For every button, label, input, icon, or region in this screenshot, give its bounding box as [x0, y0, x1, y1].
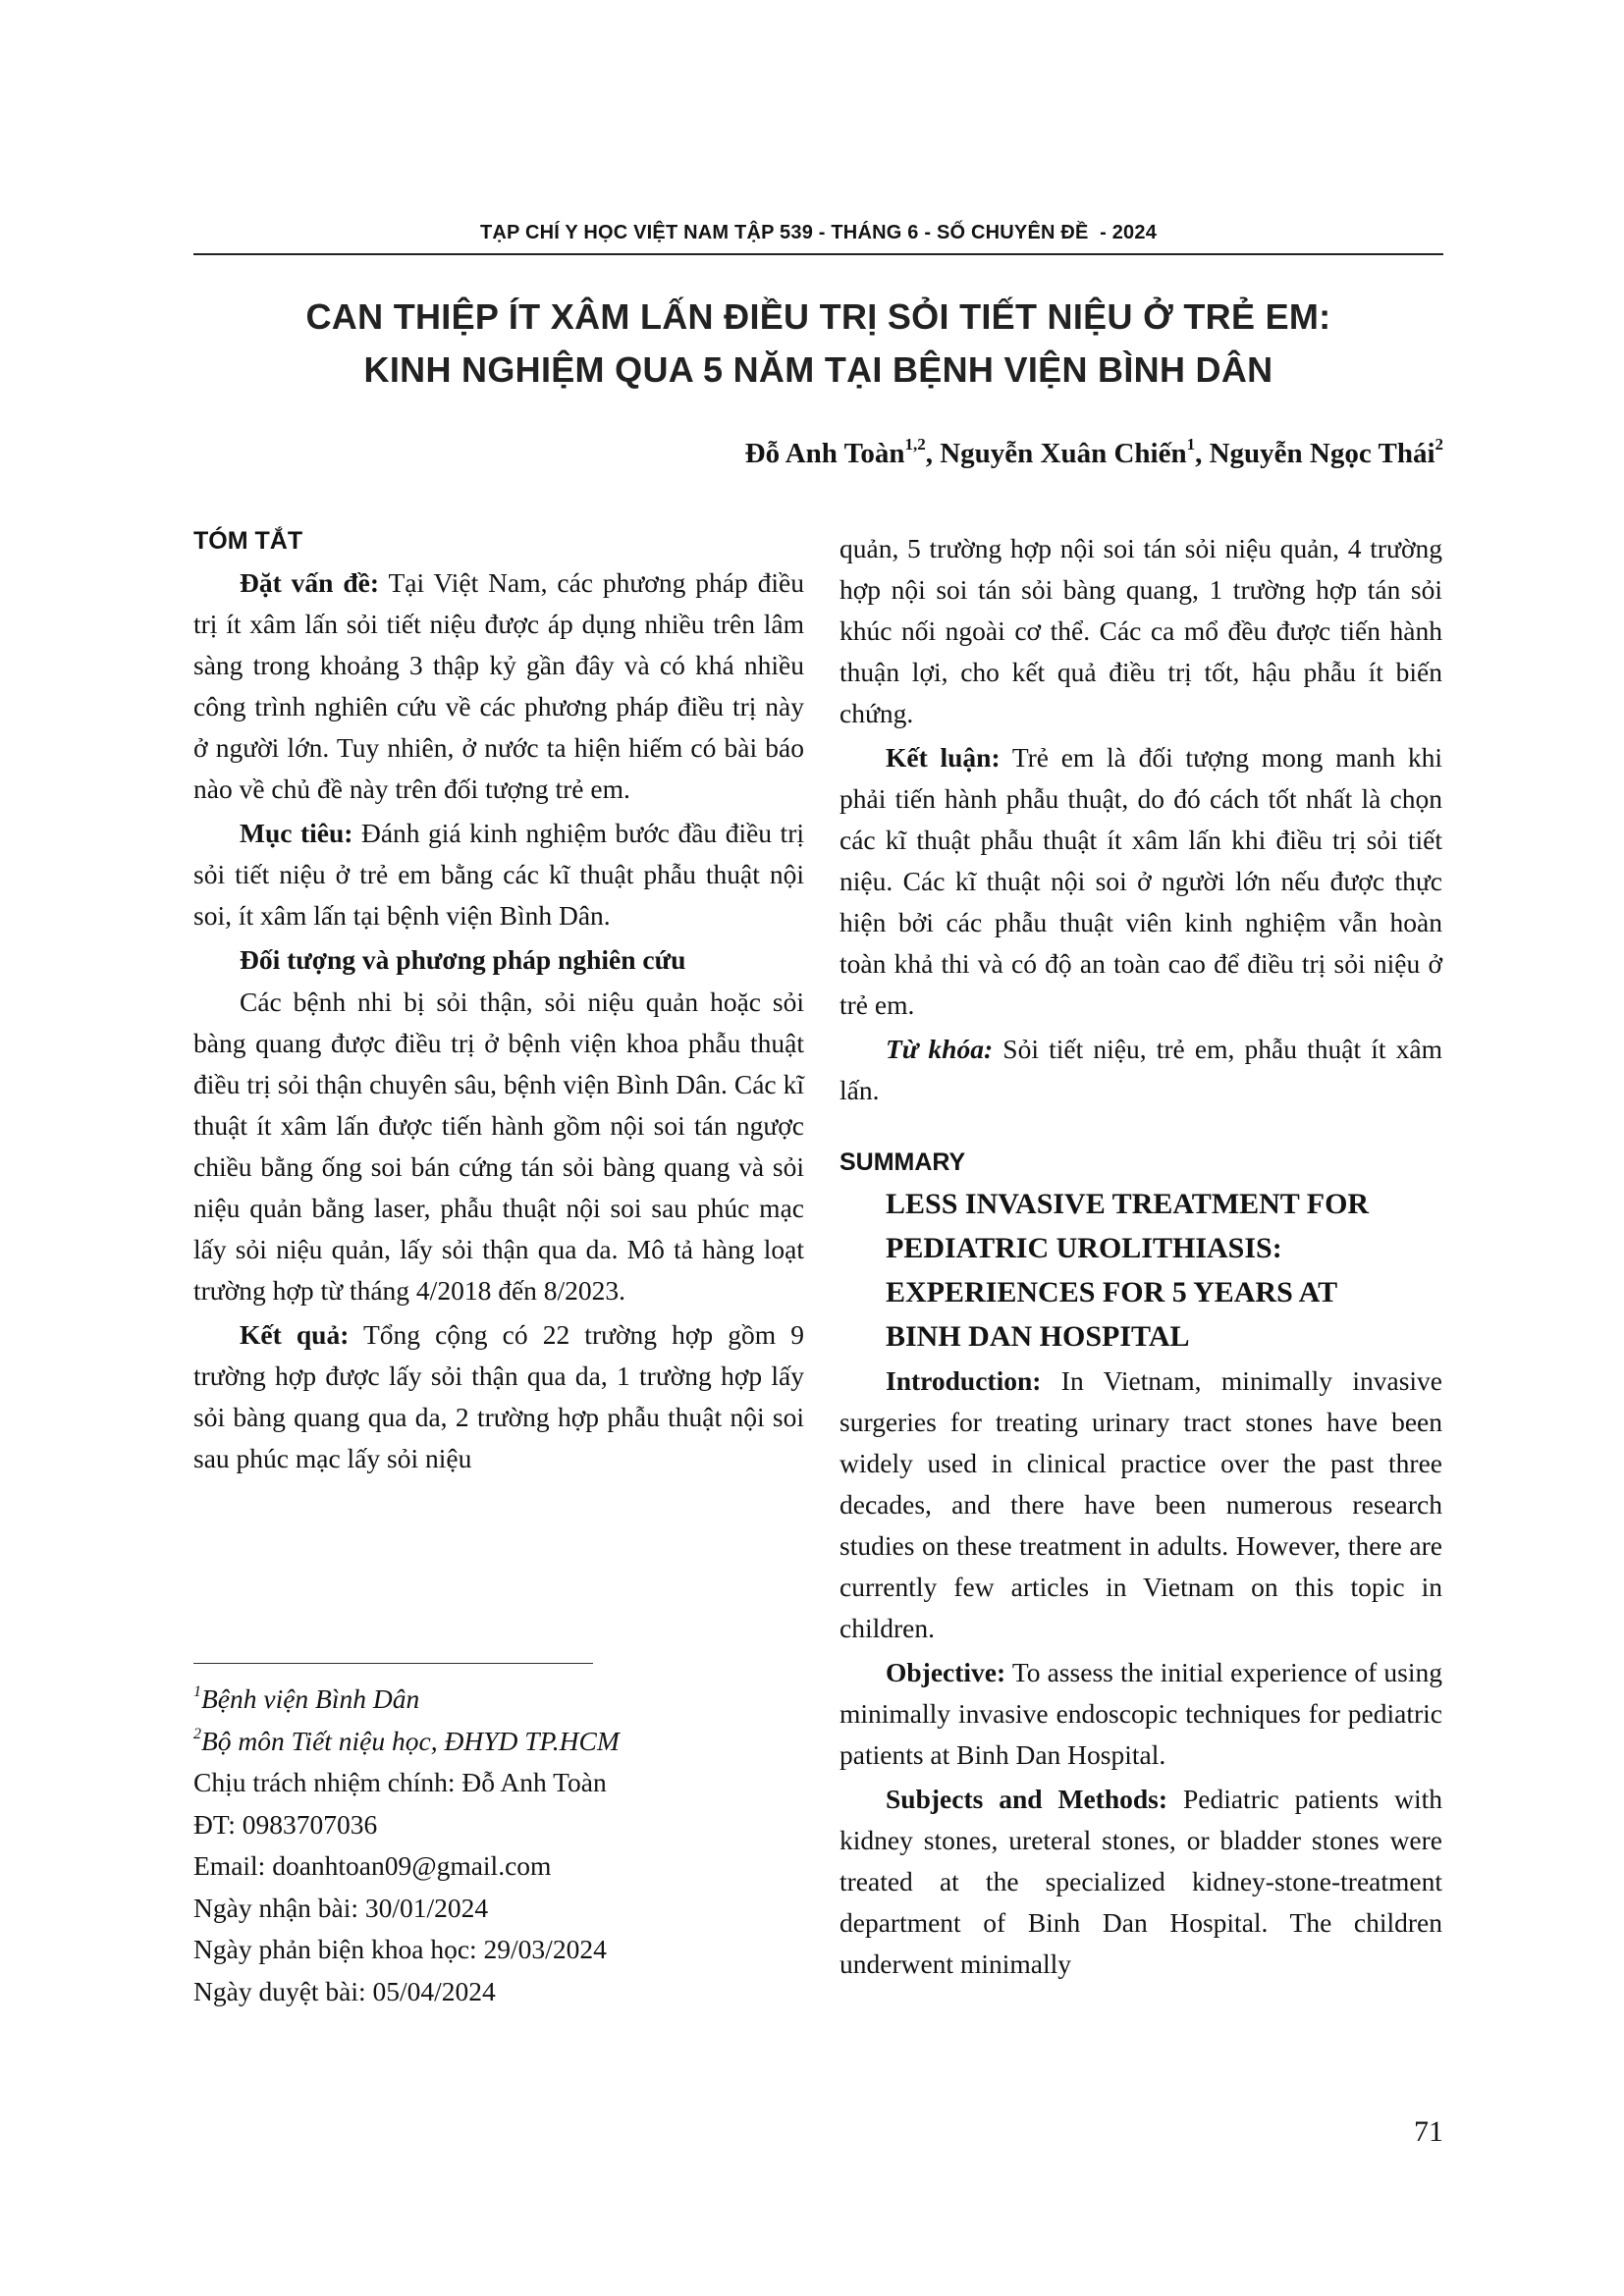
- author-name: Đỗ Anh Toàn: [744, 438, 905, 469]
- background-label: Đặt vấn đề:: [240, 567, 380, 598]
- results-continued: quản, 5 trường hợp nội soi tán sỏi niệu quản, 4 trường hợp nội soi tán sỏi bàng quang, 1 trường hợp tán sỏi khúc nối ngoài cơ thể. Các ca mổ đều được tiến hành thuận lợi, cho kết quả điều trị tốt, hậu phẫu ít biến chứng.: [839, 533, 1442, 728]
- author-list: [744, 435, 1443, 470]
- keywords-text: Sỏi tiết niệu, trẻ em, phẫu thuật ít xâm lấn.: [839, 1034, 1442, 1105]
- header-rule: [193, 253, 1443, 255]
- author-name: Nguyễn Ngọc Thái: [1209, 438, 1435, 469]
- footnotes: [193, 1679, 802, 2012]
- affiliation-text: Bộ môn Tiết niệu học, ĐHYD TP.HCM: [201, 1725, 620, 1756]
- subjects-text: Pediatric patients with kidney stones, ureteral stones, or bladder stones were treated at the specialized kidney-stone-treatment department of Binh Dan Hospital. The children underwent minimally: [839, 1784, 1442, 1979]
- affiliation-1: [193, 1679, 802, 1721]
- title-line-1: CAN THIỆP ÍT XÂM LẤN ĐIỀU TRỊ SỎI TIẾT NIỆU Ở TRẺ EM:: [305, 296, 1331, 337]
- methods-paragraph: Các bệnh nhi bị sỏi thận, sỏi niệu quản hoặc sỏi bàng quang được điều trị ở bệnh viện khoa phẫu thuật điều trị sỏi thận chuyên sâu, bệnh viện Bình Dân. Các kĩ thuật ít xâm lấn được tiến hành gồm nội soi tán ngược chiều bằng ống soi bán cứng tán sỏi bàng quang và sỏi niệu quản bằng laser, phẫu thuật nội soi sau phúc mạc lấy sỏi niệu quản, lấy sỏi thận qua da. Mô tả hàng loạt trường hợp từ tháng 4/2018 đến 8/2023.: [193, 987, 804, 1306]
- results-label: Kết quả:: [240, 1319, 350, 1350]
- background-paragraph: [193, 562, 804, 810]
- right-column: [839, 528, 1442, 1988]
- title-line-2: KINH NGHIỆM QUA 5 NĂM TẠI BỆNH VIỆN BÌNH DÂN: [363, 349, 1273, 390]
- subjects-paragraph: [839, 1779, 1442, 1985]
- english-title-line: BINH DAN HOSPITAL: [886, 1320, 1190, 1353]
- author-affiliation: 1,2: [904, 435, 926, 454]
- accepted-date: Ngày duyệt bài: 05/04/2024: [193, 1975, 496, 2006]
- abstract-vi-heading: TÓM TẮT: [193, 527, 303, 555]
- conclusion-text: Trẻ em là đối tượng mong manh khi phải tiến hành phẫu thuật, do đó cách tốt nhất là chọn các kĩ thuật phẫu thuật ít xâm lấn khi điều trị sỏi tiết niệu. Các kĩ thuật nội soi ở người lớn nếu được thực hiện bởi các phẫu thuật viên kinh nghiệm vẫn hoàn toàn khả thi và có độ an toàn cao để điều trị sỏi niệu ở trẻ em.: [839, 742, 1443, 1020]
- affiliation-text: Bệnh viện Bình Dân: [201, 1683, 420, 1714]
- objective-en-paragraph: [839, 1652, 1442, 1776]
- received-date: Ngày nhận bài: 30/01/2024: [193, 1892, 489, 1923]
- english-title-line: EXPERIENCES FOR 5 YEARS AT: [886, 1276, 1338, 1308]
- objective-label: Mục tiêu:: [240, 818, 353, 848]
- phone: ĐT: 0983707036: [193, 1808, 378, 1840]
- affiliation-number: 2: [193, 1725, 201, 1742]
- objective-en-text: To assess the initial experience of using minimally invasive endoscopic techniques for pediatric patients at Binh Dan Hospital.: [839, 1657, 1442, 1770]
- introduction-paragraph: [839, 1361, 1442, 1649]
- affiliation-2: [193, 1721, 802, 1763]
- author-separator: ,: [925, 438, 941, 469]
- results-text: Tổng cộng có 22 trường hợp gồm 9 trường hợp được lấy sỏi thận qua da, 1 trường hợp lấy sỏi bàng quang qua da, 2 trường hợp phẫu thuật nội soi sau phúc mạc lấy sỏi niệu: [193, 1319, 805, 1473]
- journal-header: TẠP CHÍ Y HỌC VIỆT NAM TẬP 539 - THÁNG 6 - SỐ CHUYÊN ĐỀ - 2024: [479, 222, 1158, 243]
- conclusion-label: Kết luận:: [886, 742, 1001, 773]
- results-paragraph: [193, 1314, 804, 1479]
- english-title: [839, 1184, 1442, 1358]
- review-date: Ngày phản biện khoa học: 29/03/2024: [193, 1934, 607, 1964]
- email: Email: doanhtoan09@gmail.com: [193, 1850, 552, 1881]
- english-title-line: PEDIATRIC UROLITHIASIS:: [886, 1232, 1282, 1264]
- affiliation-number: 1: [193, 1683, 201, 1700]
- author-affiliation: 2: [1435, 435, 1443, 454]
- objective-text: Đánh giá kinh nghiệm bước đầu điều trị sỏi tiết niệu ở trẻ em bằng các kĩ thuật phẫu thuật nội soi, ít xâm lấn tại bệnh viện Bình Dân.: [193, 818, 804, 931]
- subjects-label: Subjects and Methods:: [886, 1784, 1168, 1814]
- footnote-rule: [193, 1663, 593, 1664]
- objective-paragraph: [193, 813, 804, 936]
- author-name: Nguyễn Xuân Chiến: [940, 438, 1187, 469]
- methods-heading: Đối tượng và phương pháp nghiên cứu: [240, 944, 686, 975]
- corresponding-author: Chịu trách nhiệm chính: Đỗ Anh Toàn: [193, 1767, 607, 1797]
- author-affiliation: 1: [1186, 435, 1196, 454]
- background-text: Tại Việt Nam, các phương pháp điều trị ít xâm lấn sỏi tiết niệu được áp dụng nhiều trên lâm sàng trong khoảng 3 thập kỷ gần đây và có khá nhiều công trình nghiên cứu về các phương pháp điều trị này ở người lớn. Tuy nhiên, ở nước ta hiện hiếm có bài báo nào về chủ đề này trên đối tượng trẻ em.: [193, 567, 804, 804]
- english-title-line: LESS INVASIVE TREATMENT FOR: [886, 1188, 1370, 1220]
- summary-heading: SUMMARY: [839, 1148, 966, 1176]
- keywords-paragraph: [839, 1029, 1442, 1111]
- left-column: [193, 520, 804, 1482]
- introduction-label: Introduction:: [886, 1365, 1042, 1396]
- conclusion-paragraph: [839, 737, 1442, 1026]
- objective-en-label: Objective:: [886, 1657, 1006, 1687]
- introduction-text: In Vietnam, minimally invasive surgeries for treating urinary tract stones have been widely used in clinical practice over the past three decades, and there have been numerous research studies on these treatment in adults. However, there are currently few articles in Vietnam on this topic in children.: [839, 1365, 1442, 1643]
- article-title: [193, 291, 1443, 397]
- page-number: 71: [1414, 2115, 1443, 2148]
- keywords-label: Từ khóa:: [886, 1034, 994, 1064]
- author-separator: ,: [1195, 438, 1210, 469]
